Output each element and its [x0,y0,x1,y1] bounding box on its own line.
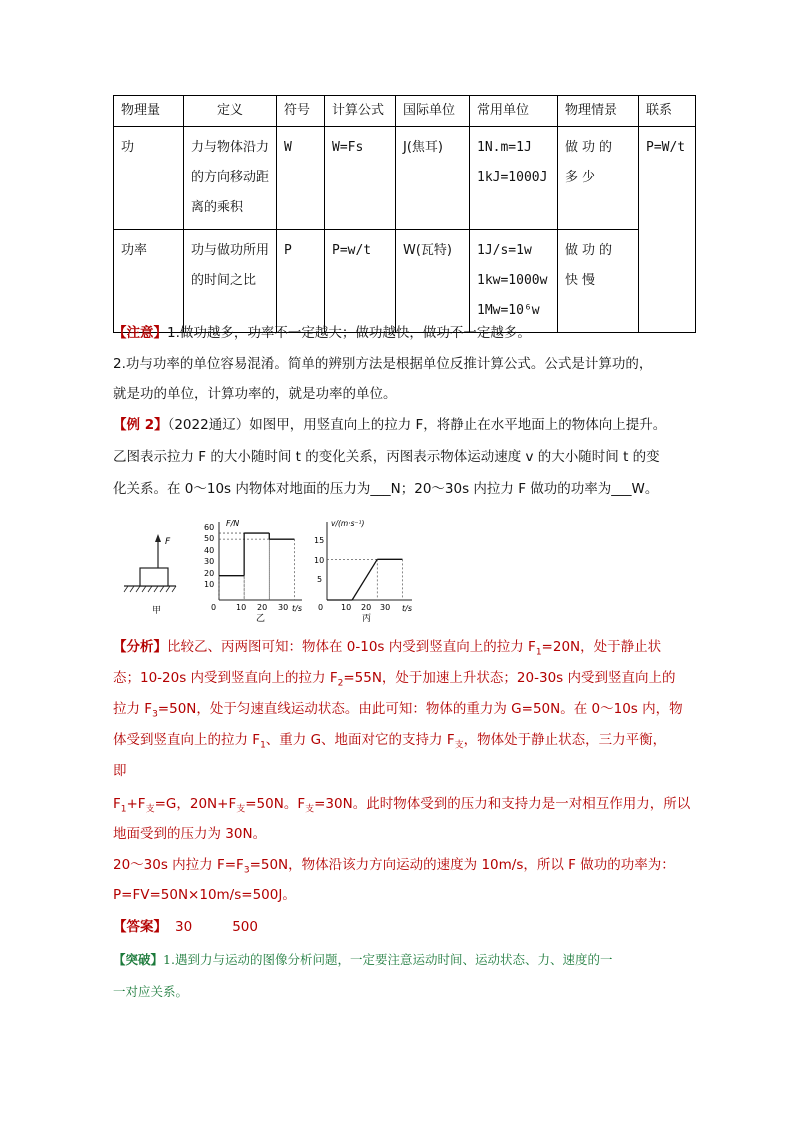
b-xtick: 0 [211,603,217,612]
c-xtick: 0 [318,603,324,612]
b-xtick: 20 [257,603,268,612]
ground-hatch [124,586,176,592]
header-cell: 计算公式 [325,96,396,127]
example-tag: 【例 2】 [113,417,168,433]
cell-symbol: P [277,230,325,333]
force-arrow-head-icon [155,534,161,542]
subscript: 2 [337,678,344,689]
analysis-line-5: 即 [113,763,127,779]
cell-quantity: 功 [114,127,184,230]
analysis-text: +F [126,796,146,812]
note-line-3: 就是功的单位，计算功率的，就是功率的单位。 [113,386,397,402]
breakthrough-tag: 【突破】 [113,952,164,967]
analysis-line-2 [113,669,683,694]
cell-relation: P=W/t [639,127,696,333]
analysis-text: 、重力 G、地面对它的支持力 F [265,732,455,748]
example-text: （2022通辽）如图甲，用竖直向上的拉力 F，将静止在水平地面上的物体向上提升。 [167,417,667,433]
subscript: 1 [260,740,266,751]
panel-a-caption: 甲 [152,606,162,616]
cell-si-unit: W(瓦特) [396,230,470,333]
c-ytick: 10 [314,556,325,565]
force-label: F [165,537,171,547]
common-unit: 1Mw=10⁶w [477,303,540,318]
cell-definition: 力与物体沿力的方向移动距离的乘积 [184,127,277,230]
b-xtick: 10 [236,603,247,612]
analysis-text: 比较乙、丙两图可知：物体在 0-10s 内受到竖直向上的拉力 F [167,639,536,655]
panel-c [314,519,412,624]
c-marks [327,559,402,600]
b-marks [219,533,294,600]
header-cell: 国际单位 [396,96,470,127]
analysis-text: =30N。此时物体受到的压力和支持力是一对相互作用力，所以 [314,796,691,812]
example-line-1 [113,416,683,435]
header-cell: 常用单位 [470,96,558,127]
b-ytick: 30 [204,557,215,566]
analysis-text: F [113,796,121,812]
note-line-2: 2.功与功率的单位容易混淆。简单的辨别方法是根据单位反推计算公式。公式是计算功的， [113,356,653,372]
analysis-line-4 [113,731,683,756]
answer-1: 30 [175,919,193,935]
c-xtick: 30 [380,603,391,612]
table-row-work [114,127,696,230]
b-ytick: 40 [204,546,215,555]
c-ytick: 15 [314,536,325,545]
cell-common-units [470,230,558,333]
analysis-line-6 [113,795,691,820]
analysis-line-7: 地面受到的压力为 30N。 [113,826,267,842]
subscript: 支 [145,804,155,815]
analysis-text: 体受到竖直向上的拉力 F [113,732,261,748]
header-cell: 符号 [277,96,325,127]
cell-scenario: 做功的快慢 [558,230,639,333]
panel-b [204,519,302,624]
table-row-power [114,230,696,333]
cell-definition: 功与做功所用的时间之比 [184,230,277,333]
breakthrough-line-1 [113,950,683,969]
analysis-text: =50N，物体沿该力方向运动的速度为 10m/s，所以 F 做功的功率为： [249,857,675,873]
analysis-line-8 [113,856,683,881]
b-ytick: 20 [204,569,215,578]
c-ylabel: v/(m·s⁻¹) [331,519,365,528]
note-text: 1.做功越多，功率不一定越大；做功越快，做功不一定越多。 [167,325,531,341]
c-ytick: 5 [317,575,323,584]
subscript: 3 [152,709,158,720]
panel-b-caption: 乙 [256,614,266,624]
analysis-text: 拉力 F [113,701,153,717]
subscript: 支 [236,804,246,815]
subscript: 1 [535,647,542,658]
panel-c-caption: 丙 [362,614,372,624]
cell-si-unit: J(焦耳) [396,127,470,230]
cell-scenario: 做功的多少 [558,127,639,230]
c-xtick: 10 [341,603,352,612]
analysis-text: =50N。F [245,796,306,812]
velocity-series-segment [352,559,377,600]
c-xtick: 20 [361,603,372,612]
analysis-text: =55N，处于加速上升状态；20-30s 内受到竖直向上的 [343,670,676,686]
common-unit: 1J/s=1w [477,243,532,258]
answer-2: 500 [232,919,258,935]
physics-figure [122,518,422,624]
analysis-text: ，物体处于静止状态，三力平衡， [463,732,667,748]
note-tag: 【注意】 [113,325,167,341]
analysis-text: 20～30s 内拉力 F=F [113,857,244,873]
c-xlabel: t/s [402,604,412,613]
block [140,568,168,586]
subscript: 支 [454,740,464,751]
b-xtick: 30 [278,603,289,612]
panel-a [124,534,176,616]
analysis-text: =20N，处于静止状 [541,639,662,655]
cell-formula: P=w/t [325,230,396,333]
header-cell: 联系 [639,96,696,127]
b-ytick: 10 [204,580,215,589]
header-cell: 物理量 [114,96,184,127]
common-unit: 1kw=1000w [477,273,548,288]
answer-tag: 【答案】 [113,919,167,935]
note-line-1 [113,324,683,343]
subscript: 3 [243,865,250,876]
answer-line [113,918,683,937]
cell-formula: W=Fs [325,127,396,230]
analysis-text: =G，20N+F [154,796,237,812]
b-ytick: 50 [204,534,215,543]
analysis-text: =50N，处于匀速直线运动状态。由此可知：物体的重力为 G=50N。在 0～10s 内，物 [157,701,683,717]
breakthrough-line-2: 一对应关系。 [113,984,189,999]
analysis-text: 态；10-20s 内受到竖直向上的拉力 F [113,670,338,686]
comparison-table [113,95,696,333]
analysis-tag: 【分析】 [113,639,167,655]
subscript: 支 [305,804,315,815]
example-line-2: 乙图表示拉力 F 的大小随时间 t 的变化关系，丙图表示物体运动速度 v 的大小随时间 t 的变 [113,449,660,465]
b-ylabel: F/N [226,519,240,528]
cell-quantity: 功率 [114,230,184,333]
common-unit: 1kJ=1000J [477,170,548,185]
subscript: 1 [120,804,127,815]
header-cell: 定义 [184,96,277,127]
common-unit: 1N.m=1J [477,140,532,155]
table-header-row [114,96,696,127]
b-xlabel: t/s [292,604,302,613]
example-line-3: 化关系。在 0～10s 内物体对地面的压力为___N；20～30s 内拉力 F 做功的功率为___W。 [113,481,659,497]
cell-common-units [470,127,558,230]
analysis-line-1 [113,638,683,663]
analysis-line-9: P=FV=50N×10m/s=500J。 [113,887,296,903]
cell-symbol: W [277,127,325,230]
header-cell: 物理情景 [558,96,639,127]
b-ytick: 60 [204,523,215,532]
breakthrough-text: 1.遇到力与运动的图像分析问题，一定要注意运动时间、运动状态、力、速度的一 [163,952,613,967]
analysis-line-3 [113,700,683,725]
